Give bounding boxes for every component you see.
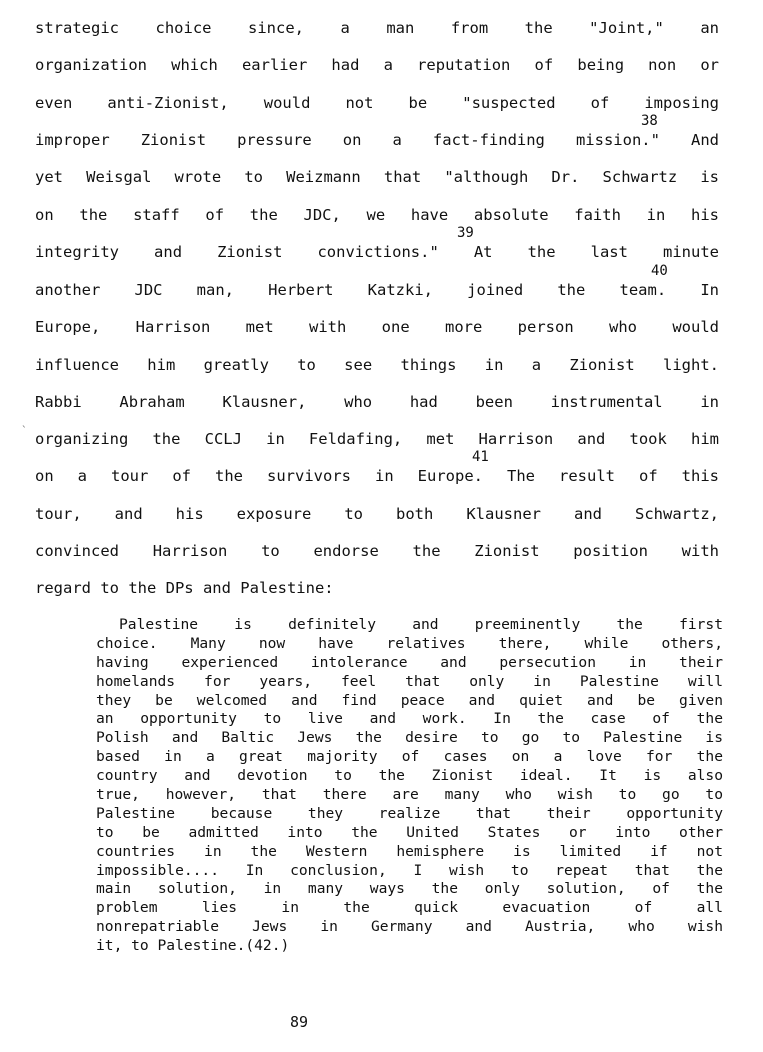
body-line: influence him greatly to see things in a Zionist light.	[35, 356, 719, 374]
footnote-marker-41: 41	[472, 449, 489, 465]
quote-line: Palestine because they realize that their opportunity	[96, 804, 723, 822]
page-number: 89	[290, 1013, 309, 1031]
quote-line: having experienced intolerance and persecution in their	[96, 653, 723, 671]
body-line: strategic choice since, a man from the "Joint," an	[35, 19, 719, 37]
quote-line: Polish and Baltic Jews the desire to go to Palestine is	[96, 729, 723, 747]
quote-line: to be admitted into the United States or into other	[96, 823, 723, 841]
quote-line: countries in the Western hemisphere is limited if not	[96, 842, 723, 860]
body-line: organization which earlier had a reputation of being non or	[35, 56, 719, 74]
scan-mark: `	[21, 424, 28, 437]
footnote-marker-40: 40	[651, 263, 668, 279]
body-line: convinced Harrison to endorse the Zionist position with	[35, 542, 719, 560]
quote-line: main solution, in many ways the only solution, of the	[96, 880, 723, 898]
quote-line: nonrepatriable Jews in Germany and Austria, who wish	[96, 918, 723, 936]
body-line: Europe, Harrison met with one more person who would	[35, 318, 719, 336]
body-line: improper Zionist pressure on a fact-finding mission." And	[35, 131, 719, 149]
body-line: tour, and his exposure to both Klausner and Schwartz,	[35, 505, 719, 523]
body-line: yet Weisgal wrote to Weizmann that "although Dr. Schwartz is	[35, 168, 719, 186]
body-line: on the staff of the JDC, we have absolute faith in his	[35, 206, 719, 224]
quote-line: Palestine is definitely and preeminently the first	[119, 616, 723, 633]
quote-line: they be welcomed and find peace and quiet and be given	[96, 691, 723, 709]
body-line: regard to the DPs and Palestine:	[35, 579, 334, 597]
quote-line: problem lies in the quick evacuation of all	[96, 899, 723, 917]
quote-line: impossible.... In conclusion, I wish to repeat that the	[96, 861, 723, 879]
footnote-marker-39: 39	[457, 225, 474, 241]
body-line: organizing the CCLJ in Feldafing, met Harrison and took him	[35, 430, 719, 448]
body-line: even anti-Zionist, would not be "suspected of imposing	[35, 94, 719, 112]
quote-line: choice. Many now have relatives there, while others,	[96, 634, 723, 652]
quote-line: true, however, that there are many who wish to go to	[96, 786, 723, 804]
block-quote	[96, 616, 723, 956]
body-line: another JDC man, Herbert Katzki, joined the team. In	[35, 281, 719, 299]
quote-line: an opportunity to live and work. In the case of the	[96, 710, 723, 728]
body-line: integrity and Zionist convictions." At the last minute	[35, 243, 719, 261]
body-line: Rabbi Abraham Klausner, who had been instrumental in	[35, 393, 719, 411]
footnote-marker-38: 38	[641, 113, 658, 129]
quote-line: homelands for years, feel that only in Palestine will	[96, 672, 723, 690]
quote-line: based in a great majority of cases on a love for the	[96, 748, 723, 766]
body-line: on a tour of the survivors in Europe. The result of this	[35, 467, 719, 485]
quote-line: it, to Palestine.(42.)	[96, 937, 290, 955]
quote-line: country and devotion to the Zionist ideal. It is also	[96, 767, 723, 785]
